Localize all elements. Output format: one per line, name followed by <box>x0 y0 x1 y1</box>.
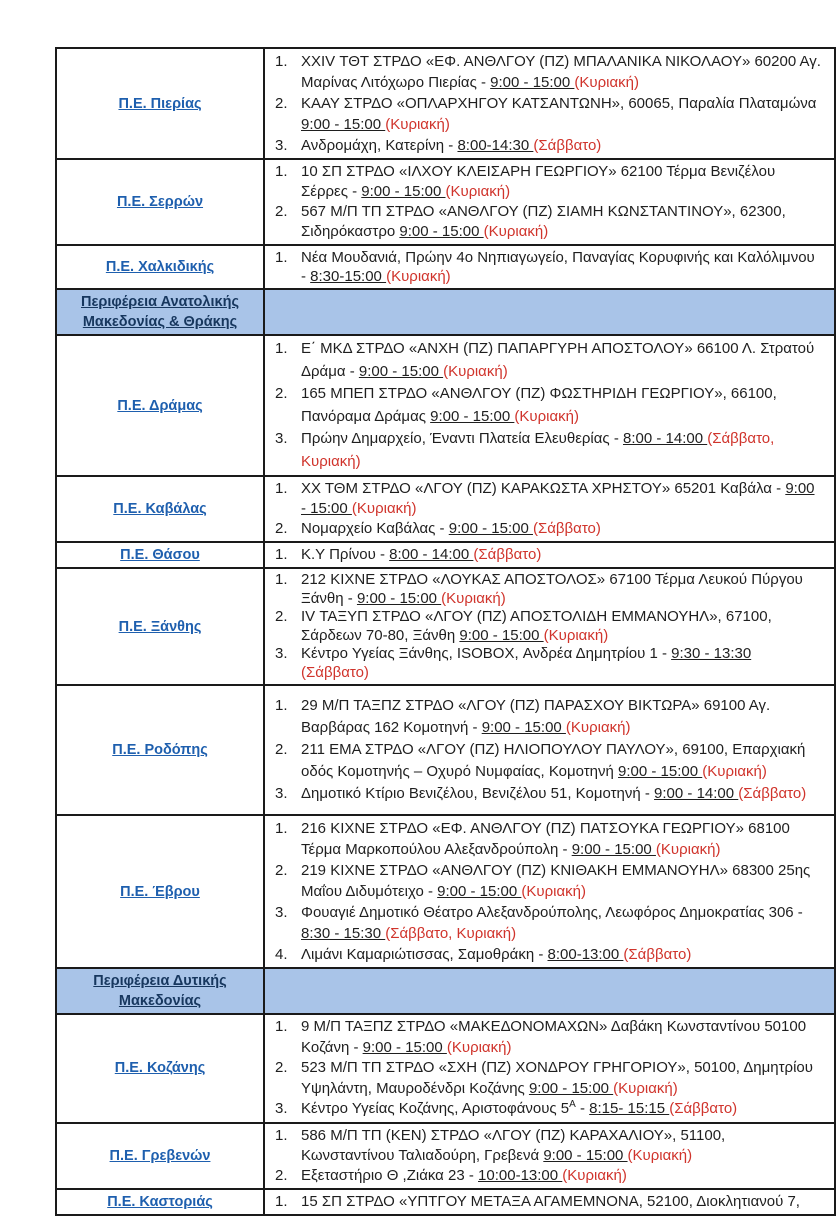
location-text: 216 ΚΙΧΝΕ ΣΤΡΔΟ «ΕΦ. ΑΝΘΛΓΟΥ (ΠΖ) ΠΑΤΣΟΥΚΑ ΓΕΩΡΓΙΟΥ» 68100 Τέρμα Μαρκοπούλου Αλεξανδρούπολη - <box>301 820 790 858</box>
location-text: 523 Μ/Π ΤΠ ΣΤΡΔΟ «ΣΧΗ (ΠΖ) ΧΟΝΔΡΟΥ ΓΡΗΓΟΡΙΟΥ», 50100, Δημητρίου Υψηλάντη, Μαυροδένδρι Κοζάνης <box>301 1059 813 1097</box>
opening-hours: 9:00 - 15:00 <box>618 763 703 780</box>
region-row <box>57 567 834 684</box>
region-row <box>57 541 834 567</box>
item-text <box>301 1099 822 1120</box>
location-item <box>271 695 822 739</box>
region-name-cell <box>57 816 265 967</box>
item-text <box>301 93 822 135</box>
item-text <box>301 1058 822 1099</box>
item-number: 2. <box>275 520 288 537</box>
region-name-cell <box>57 686 265 814</box>
item-number: 2. <box>275 385 288 402</box>
location-item <box>271 1192 822 1212</box>
region-name-cell <box>57 1190 265 1214</box>
location-item <box>271 545 822 565</box>
item-number: 3. <box>275 137 288 154</box>
opening-hours: 10:00-13:00 <box>478 1166 563 1184</box>
item-number: 3. <box>275 1100 288 1117</box>
region-row <box>57 475 834 541</box>
opening-hours: 8:00-13:00 <box>547 946 624 963</box>
open-days: (Σάββατο, Κυριακή) <box>301 430 775 470</box>
open-days: (Κυριακή) <box>443 362 508 380</box>
item-number: 2. <box>275 1059 288 1076</box>
region-name-cell <box>57 49 265 158</box>
opening-hours: 9:00 - 15:00 <box>490 74 575 91</box>
location-item <box>271 135 822 156</box>
item-number: 2. <box>275 862 288 879</box>
region-row <box>57 1122 834 1188</box>
item-number: 1. <box>275 480 288 497</box>
opening-hours: 9:30 - 13:30 <box>671 645 752 662</box>
region-row <box>57 334 834 475</box>
item-number: 1. <box>275 1126 288 1144</box>
regions-table <box>55 47 836 1216</box>
region-name-cell <box>57 569 265 684</box>
region-name-cell <box>57 1124 265 1188</box>
region-name-cell <box>57 336 265 475</box>
item-text <box>301 571 822 608</box>
location-item <box>271 383 822 428</box>
opening-hours: 9:00 - 15:00 <box>528 1079 614 1097</box>
locations-cell <box>265 1190 834 1214</box>
opening-hours: 8:00 - 14:00 <box>389 546 474 564</box>
item-text <box>301 135 822 156</box>
open-days: (Κυριακή) <box>446 1038 512 1056</box>
region-name-cell <box>57 543 265 567</box>
item-number: 1. <box>275 820 288 837</box>
item-text <box>301 479 822 519</box>
location-item <box>271 93 822 135</box>
region-link[interactable]: Π.Ε. Θάσου <box>120 547 200 563</box>
locations-cell <box>265 1124 834 1188</box>
item-text <box>301 645 822 682</box>
location-text: Εξεταστήριο Θ ,Ζιάκα 23 - <box>301 1166 479 1184</box>
location-text: IV ΤΑΞΥΠ ΣΤΡΔΟ «ΛΓΟΥ (ΠΖ) ΑΠΟΣΤΟΛΙΔΗ ΕΜΜΑΝΟΥΗΛ», 67100, Σάρδεων 70-80, Ξάνθη <box>301 608 772 644</box>
item-text <box>301 695 822 739</box>
item-number: 2. <box>275 1166 288 1184</box>
open-days: (Κυριακή) <box>613 1079 678 1097</box>
location-text: Ε΄ ΜΚΔ ΣΤΡΔΟ «ΑΝΧΗ (ΠΖ) ΠΑΠΑΡΓΥΡΗ ΑΠΟΣΤΟΛΟΥ» 66100 Λ. Στρατού Δράμα - <box>301 340 815 380</box>
item-text <box>301 818 822 860</box>
item-number: 2. <box>275 608 288 625</box>
location-item <box>271 818 822 860</box>
open-days: (Κυριακή) <box>627 1146 693 1164</box>
region-row <box>57 684 834 814</box>
locations-cell <box>265 569 834 684</box>
opening-hours: 9:00 - 14:00 <box>654 785 739 802</box>
location-text: 586 Μ/Π ΤΠ (ΚΕΝ) ΣΤΡΔΟ «ΛΓΟΥ (ΠΖ) ΚΑΡΑΧΑΛΙΟΥ», 51100, Κωνσταντίνου Ταλιαδούρη, Γρεβενά <box>301 1126 726 1164</box>
location-text: 29 Μ/Π ΤΑΞΠΖ ΣΤΡΔΟ «ΛΓΟΥ (ΠΖ) ΠΑΡΑΣΧΟΥ ΒΙΚΤΩΡΑ» 69100 Αγ. Βαρβάρας 162 Κομοτηνή - <box>301 697 771 736</box>
region-name-cell <box>57 160 265 244</box>
region-name-cell <box>57 246 265 288</box>
location-item <box>271 739 822 783</box>
open-days: (Σάββατο) <box>473 546 542 564</box>
opening-hours: 9:00 - 15:00 <box>301 480 815 517</box>
location-text: Α <box>569 1099 576 1110</box>
opening-hours: 9:00 - 15:00 <box>362 1038 447 1056</box>
locations-cell <box>265 246 834 288</box>
open-days: (Κυριακή) <box>565 719 631 736</box>
open-days: (Σάββατο) <box>301 663 369 681</box>
item-number: 1. <box>275 697 288 714</box>
location-item <box>271 783 822 805</box>
item-text <box>301 608 822 645</box>
open-days: (Κυριακή) <box>441 589 506 607</box>
opening-hours: 9:00 - 15:00 <box>448 520 533 537</box>
open-days: (Κυριακή) <box>351 500 417 517</box>
region-row <box>57 244 834 288</box>
open-days: (Κυριακή) <box>562 1166 627 1184</box>
opening-hours: 9:00 - 15:00 <box>437 883 522 900</box>
location-text: 567 Μ/Π ΤΠ ΣΤΡΔΟ «ΑΝΘΛΓΟΥ (ΠΖ) ΣΙΑΜΗ ΚΩΝΣΤΑΝΤΙΝΟΥ», 62300, Σιδηρόκαστρο <box>301 203 786 240</box>
item-number: 3. <box>275 430 288 447</box>
region-link[interactable]: Π.Ε. Σερρών <box>116 194 204 210</box>
item-text <box>301 783 822 805</box>
location-text: Δημοτικό Κτίριο Βενιζέλου, Βενιζέλου 51, Κομοτηνή - <box>301 785 655 802</box>
section-header-cell <box>57 969 265 1013</box>
location-text: Νέα Μουδανιά, Πρώην 4ο Νηπιαγωγείο, Παναγίας Κορυφινής και Καλόλιμνου - <box>301 249 815 285</box>
location-item <box>271 519 822 539</box>
location-item <box>271 645 822 682</box>
location-text: Πρώην Δημαρχείο, Έναντι Πλατεία Ελευθερίας - <box>301 430 623 447</box>
item-text <box>301 1017 822 1058</box>
opening-hours: 9:00 - 15:00 <box>543 1146 628 1164</box>
open-days: (Σάββατο) <box>669 1100 738 1117</box>
open-days: (Κυριακή) <box>514 407 579 425</box>
opening-hours: 9:00 - 15:00 <box>361 183 446 200</box>
open-days: (Κυριακή) <box>655 841 721 858</box>
location-text: 211 ΕΜΑ ΣΤΡΔΟ «ΛΓΟΥ (ΠΖ) ΗΛΙΟΠΟΥΛΟΥ ΠΑΥΛΟΥ», 69100, Επαρχιακή οδός Κομοτηνής – Οχυρό Νυμφαίας, Κομοτηνή <box>301 741 806 780</box>
item-text <box>301 202 822 242</box>
item-text <box>301 338 822 383</box>
location-text: Ανδρομάχη, Κατερίνη - <box>301 137 458 154</box>
opening-hours: 9:00 - 15:00 <box>571 841 656 858</box>
open-days: (Σάββατο) <box>532 520 601 537</box>
region-row <box>57 1013 834 1122</box>
locations-cell <box>265 336 834 475</box>
item-number: 1. <box>275 1018 288 1035</box>
location-item <box>271 51 822 93</box>
item-number: 4. <box>275 946 288 963</box>
location-item <box>271 902 822 944</box>
region-row <box>57 158 834 244</box>
location-item <box>271 860 822 902</box>
item-number: 2. <box>275 741 288 758</box>
region-row <box>57 1188 834 1214</box>
location-item <box>271 608 822 645</box>
region-link[interactable]: Π.Ε. Καστοριάς <box>107 1193 213 1210</box>
region-row <box>57 49 834 158</box>
item-text <box>301 162 822 202</box>
open-days: (Κυριακή) <box>385 116 450 133</box>
item-text <box>301 51 822 93</box>
location-text: XXIV ΤΘΤ ΣΤΡΔΟ «ΕΦ. ΑΝΘΛΓΟΥ (ΠΖ) ΜΠΑΛΑΝΙΚΑ ΝΙΚΟΛΑΟΥ» 60200 Αγ. Μαρίνας Λιτόχωρο Πιερίας - <box>301 53 821 91</box>
item-number: 1. <box>275 163 288 180</box>
opening-hours: 9:00 - 15:00 <box>459 626 544 644</box>
location-item <box>271 1099 822 1120</box>
region-link[interactable]: Π.Ε. Ξάνθης <box>118 618 202 635</box>
location-text: 10 ΣΠ ΣΤΡΔΟ «ΙΛΧΟΥ ΚΛΕΙΣΑΡΗ ΓΕΩΡΓΙΟΥ» 62100 Τέρμα Βενιζέλου Σέρρες - <box>301 163 776 200</box>
item-text <box>301 519 822 539</box>
section-empty-cell <box>265 969 834 1013</box>
open-days: (Κυριακή) <box>543 626 609 644</box>
location-item <box>271 428 822 473</box>
location-item <box>271 571 822 608</box>
opening-hours: 9:00 - 15:00 <box>399 223 484 240</box>
opening-hours: 8:30-15:00 <box>310 268 387 285</box>
open-days: (Κυριακή) <box>386 268 451 285</box>
open-days: (Κυριακή) <box>445 183 511 200</box>
section-empty-cell <box>265 290 834 334</box>
item-number: 2. <box>275 95 288 112</box>
location-text: Λιμάνι Καμαριώτισσας, Σαμοθράκη - <box>301 946 548 963</box>
open-days: (Κυριακή) <box>483 223 549 240</box>
item-number: 1. <box>275 1192 288 1210</box>
item-text <box>301 248 822 286</box>
region-link[interactable]: Π.Ε. Δράμας <box>117 397 203 414</box>
location-text: Κ.Υ Πρίνου - <box>301 546 390 564</box>
open-days: (Σάββατο) <box>533 137 602 154</box>
location-item <box>271 202 822 242</box>
location-item <box>271 479 822 519</box>
item-number: 3. <box>275 785 288 802</box>
item-text <box>301 1166 822 1186</box>
opening-hours: 9:00 - 15:00 <box>301 116 386 133</box>
location-item <box>271 1017 822 1058</box>
location-text: Κέντρο Υγείας Κοζάνης, Αριστοφάνους 5 <box>301 1100 570 1117</box>
location-text: 9 Μ/Π ΤΑΞΠΖ ΣΤΡΔΟ «ΜΑΚΕΔΟΝΟΜΑΧΩΝ» Δαβάκη Κωνσταντίνου 50100 Κοζάνη - <box>301 1018 807 1056</box>
location-item <box>271 1166 822 1186</box>
location-item <box>271 944 822 965</box>
open-days: (Κυριακή) <box>574 74 639 91</box>
opening-hours: 8:00-14:30 <box>457 137 534 154</box>
locations-cell <box>265 1015 834 1122</box>
location-item <box>271 1126 822 1166</box>
region-link[interactable]: Π.Ε. Πιερίας <box>118 95 202 112</box>
location-text: 212 ΚΙΧΝΕ ΣΤΡΔΟ «ΛΟΥΚΑΣ ΑΠΟΣΤΟΛΟΣ» 67100 Τέρμα Λευκού Πύργου Ξάνθη - <box>301 571 803 607</box>
location-item <box>271 1058 822 1099</box>
item-text <box>301 860 822 902</box>
region-link[interactable]: Π.Ε. Έβρου <box>120 883 200 900</box>
item-text <box>301 1126 822 1166</box>
item-number: 1. <box>275 53 288 70</box>
location-text: - <box>575 1100 590 1117</box>
location-item <box>271 162 822 202</box>
region-name-cell <box>57 477 265 541</box>
opening-hours: 9:00 - 15:00 <box>430 407 515 425</box>
section-row <box>57 967 834 1013</box>
item-text <box>301 1192 822 1212</box>
section-title: Περιφέρεια Δυτικής Μακεδονίας <box>93 973 227 1009</box>
location-text: 165 ΜΠΕΠ ΣΤΡΔΟ «ΑΝΘΛΓΟΥ (ΠΖ) ΦΩΣΤΗΡΙΔΗ ΓΕΩΡΓΙΟΥ», 66100, Πανόραμα Δράμας <box>301 385 777 425</box>
region-link[interactable]: Π.Ε. Καβάλας <box>113 501 207 517</box>
section-row <box>57 288 834 334</box>
item-number: 2. <box>275 203 288 220</box>
item-number: 1. <box>275 571 288 588</box>
location-text: 219 ΚΙΧΝΕ ΣΤΡΔΟ «ΑΝΘΛΓΟΥ (ΠΖ) ΚΝΙΘΑΚΗ ΕΜΜΑΝΟΥΗΛ» 68300 25ης Μαΐου Διδυμότειχο - <box>301 862 811 900</box>
locations-cell <box>265 686 834 814</box>
item-text <box>301 944 822 965</box>
locations-cell <box>265 543 834 567</box>
item-text <box>301 739 822 783</box>
region-link[interactable]: Π.Ε. Γρεβενών <box>109 1147 211 1164</box>
location-text: ΧΧ ΤΘΜ ΣΤΡΔΟ «ΛΓΟΥ (ΠΖ) ΚΑΡΑΚΩΣΤΑ ΧΡΗΣΤΟΥ» 65201 Καβάλα - <box>301 480 786 497</box>
opening-hours: 9:00 - 15:00 <box>358 362 444 380</box>
locations-cell <box>265 477 834 541</box>
region-name-cell <box>57 1015 265 1122</box>
open-days: (Κυριακή) <box>521 883 586 900</box>
item-text <box>301 902 822 944</box>
region-link[interactable]: Π.Ε. Ροδόπης <box>112 742 208 758</box>
open-days: (Σάββατο, Κυριακή) <box>385 925 517 942</box>
open-days: (Σάββατο) <box>623 946 692 963</box>
locations-cell <box>265 49 834 158</box>
item-text <box>301 545 822 565</box>
item-number: 3. <box>275 904 288 921</box>
open-days: (Σάββατο) <box>738 785 807 802</box>
item-text <box>301 428 822 473</box>
location-text: ΚΑΑΥ ΣΤΡΔΟ «ΟΠΛΑΡΧΗΓΟΥ ΚΑΤΣΑΝΤΩΝΗ», 60065, Παραλία Πλαταμώνα <box>301 95 817 112</box>
region-row <box>57 814 834 967</box>
opening-hours: 9:00 - 15:00 <box>356 589 442 607</box>
locations-cell <box>265 160 834 244</box>
item-text <box>301 383 822 428</box>
section-title: Περιφέρεια Ανατολικής Μακεδονίας & Θράκης <box>81 294 239 330</box>
item-number: 3. <box>275 645 288 662</box>
opening-hours: 8:00 - 14:00 <box>622 430 708 447</box>
open-days: (Κυριακή) <box>702 763 767 780</box>
item-number: 1. <box>275 546 288 564</box>
locations-cell <box>265 816 834 967</box>
location-text: Κέντρο Υγείας Ξάνθης, ISOBOX, Ανδρέα Δημητρίου 1 - <box>301 645 672 662</box>
section-header-cell <box>57 290 265 334</box>
location-text: Νομαρχείο Καβάλας - <box>301 520 449 537</box>
item-number: 1. <box>275 249 288 266</box>
location-item <box>271 248 822 286</box>
location-text: Φουαγιέ Δημοτικό Θέατρο Αλεξανδρούπολης, Λεωφόρος Δημοκρατίας 306 - <box>301 904 803 921</box>
region-link[interactable]: Π.Ε. Χαλκιδικής <box>105 259 215 275</box>
region-link[interactable]: Π.Ε. Κοζάνης <box>114 1060 206 1077</box>
location-item <box>271 338 822 383</box>
location-text: 15 ΣΠ ΣΤΡΔΟ «ΥΠΤΓΟΥ ΜΕΤΑΞΑ ΑΓΑΜΕΜΝΟΝΑ, 52100, Διοκλητιανού 7, <box>301 1192 800 1210</box>
opening-hours: 8:30 - 15:30 <box>301 925 386 942</box>
opening-hours: 9:00 - 15:00 <box>481 719 566 736</box>
item-number: 1. <box>275 340 288 357</box>
opening-hours: 8:15- 15:15 <box>589 1100 670 1117</box>
